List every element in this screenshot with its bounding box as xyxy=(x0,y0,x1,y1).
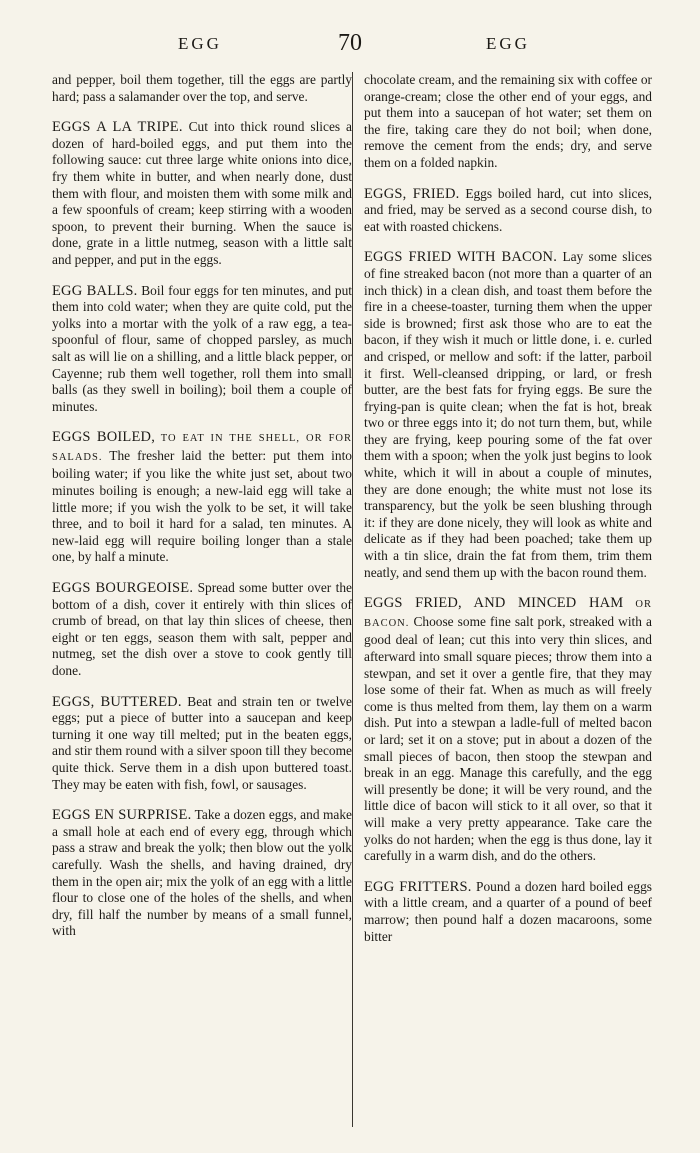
running-header xyxy=(0,30,700,64)
entry-body: and pepper, boil them together, till the eggs are partly hard; pass a salamander over the top, and serve. xyxy=(52,72,352,104)
entry-body: Lay some slices of fine streaked bacon (not more than a quarter of an inch thick) in a clean dish, and toast them before the fire in a cheese-toaster, turning them when the upper side is browned; first ask those who are to eat the bacon, if they wish it much or little done, i. e. curled and crisped, or mellow and soft: if the latter, parboil it first. Well-cleansed dripping, or lard, or fresh butter, are the best fats for frying eggs. Be sure the frying-pan is quite clean; when the fat is hot, break two or three eggs into it; do not turn them, but, while they are frying, keep pouring some of the fat over them with a spoon; when the yolk just begins to look white, which it will in about a couple of minutes, they are done enough; the white must not lose its transparency, but the yolk be seen blushing through it: if they are done nicely, they will look as white and delicate as if they had been poached; take them up with a tin slice, drain the fat from them, trim them neatly, and send them up with the bacon round them. xyxy=(364,249,653,580)
entry-body: The fresher laid the better: put them into boiling water; if you like the white just set, about two minutes boiling is enough; a new-laid egg will take a little more; if you wish the yolk to be set, it will take three, and to boil it hard for a salad, ten minutes. A new-laid egg will require boiling longer than a stale one, by half a minute. xyxy=(52,447,352,565)
recipe-entry xyxy=(364,879,652,945)
header-left-guideword: EGG xyxy=(178,34,222,53)
recipe-entry xyxy=(52,807,352,940)
entry-body: chocolate cream, and the remaining six with coffee or orange-cream; close the other end of your eggs, and put them into a saucepan of hot water; set them on the fire, taking care they do not boil; when done, remove the cement from the ends; dry, and serve them on a folded napkin. xyxy=(364,72,652,170)
entry-body: Cut into thick round slices a dozen of hard-boiled eggs, and put them into the following sauce: cut three large white onions into dice, fry them white in butter, and when nearly done, dust them with flour, and moisten them with some milk and a few spoonfuls of cream; keep stirring with a wooden spoon, to prevent their burning. When the sauce is done, grate in a little nutmeg, season with a little salt and pepper, and put in the eggs. xyxy=(52,119,352,267)
recipe-entry xyxy=(52,429,352,566)
entry-body: Take a dozen eggs, and make a small hole at each end of every egg, through which pass a straw and break the yolk; then blow out the yolk carefully. Wash the shells, and having drained, dry them in the open air; mix the yolk of an egg with a little flour to close one of the holes of the shells, and when dry, fill half the number by means of a small funnel, with xyxy=(52,807,352,939)
recipe-entry xyxy=(364,72,652,172)
entry-heading: EGGS BOURGEOISE. xyxy=(52,580,194,597)
entry-heading: EGGS FRIED, AND MINCED HAM xyxy=(364,595,624,612)
entry-heading: EGGS BOILED, xyxy=(52,429,156,446)
column-divider xyxy=(352,72,353,1127)
entry-heading: EGGS, BUTTERED. xyxy=(52,693,182,710)
entry-body: Pound a dozen hard boiled eggs with a little cream, and a quarter of a pound of beef marrow; then pound half a dozen macaroons, some bitter xyxy=(364,878,652,944)
recipe-entry xyxy=(52,119,352,268)
left-column xyxy=(52,72,352,940)
entry-body: Eggs boiled hard, cut into slices, and fried, may be served as a second course dish, to eat with roasted chickens. xyxy=(364,185,652,234)
header-right-guideword: EGG xyxy=(486,34,530,53)
entry-subheading: TO EAT IN THE SHELL, OR FOR SALADS. xyxy=(52,433,352,463)
entry-body: Choose some fine salt pork, streaked with a good deal of lean; cut this into very thin slices, and afterward into small square pieces; throw them into a stewpan, and set it over a gentle fire, that they may lose some of their fat. When as much as will freely come is thus melted from them, lay them on a warm dish. Put into a stewpan a ladle-full of melted bacon or lard; set it on a stove; put in about a dozen of the small pieces of bacon, then stoop the stewpan and break in an egg. Manage this carefully, and the egg will presently be done; it will be very round, and the little dice of bacon will stick to it all over, so that it will make a very pretty appearance. Take care the yolks do not harden; when the egg is thus done, lay it carefully in a warm dish, and do the others. xyxy=(364,613,652,864)
recipe-entry xyxy=(364,249,652,581)
recipe-entry xyxy=(364,595,652,865)
recipe-entry xyxy=(52,580,352,680)
entry-heading: EGG FRITTERS. xyxy=(364,878,472,895)
entry-body: Spread some butter over the bottom of a dish, cover it entirely with thin slices of crumb of bread, on that lay thin slices of cheese, then eight or ten eggs, season them with salt, pepper and nutmeg, set the dish over a stove to cook gently till done. xyxy=(52,580,352,678)
recipe-entry xyxy=(364,186,652,236)
entry-body: Boil four eggs for ten minutes, and put them into cold water; when they are quite cold, put the yolks into a mortar with the yolk of a raw egg, a tea-spoonful of flour, same of chopped parsley, as much salt as will lie on a shilling, and a little black pepper, or Cayenne; rub them well together, roll them into small balls (as they swell in boiling); boil them a couple of minutes. xyxy=(52,282,352,414)
entry-heading: EGGS FRIED WITH BACON. xyxy=(364,249,558,266)
recipe-entry xyxy=(52,694,352,794)
entry-body: Beat and strain ten or twelve eggs; put a piece of butter into a saucepan and keep turning it one way till melted; put in the beaten eggs, and stir them round with a silver spoon till they become quite thick. Serve them in a dish upon buttered toast. They may be eaten with fish, fowl, or sausages. xyxy=(52,693,352,792)
entry-heading: EGGS, FRIED. xyxy=(364,185,460,202)
entry-heading: EGG BALLS. xyxy=(52,282,138,299)
entry-heading: EGGS EN SURPRISE. xyxy=(52,807,192,824)
entry-subheading: OR BACON. xyxy=(364,599,652,629)
recipe-entry xyxy=(52,283,352,416)
entry-heading: EGGS A LA TRIPE. xyxy=(52,119,183,136)
page-number: 70 xyxy=(338,30,362,56)
recipe-entry xyxy=(52,72,352,105)
right-column xyxy=(364,72,652,945)
